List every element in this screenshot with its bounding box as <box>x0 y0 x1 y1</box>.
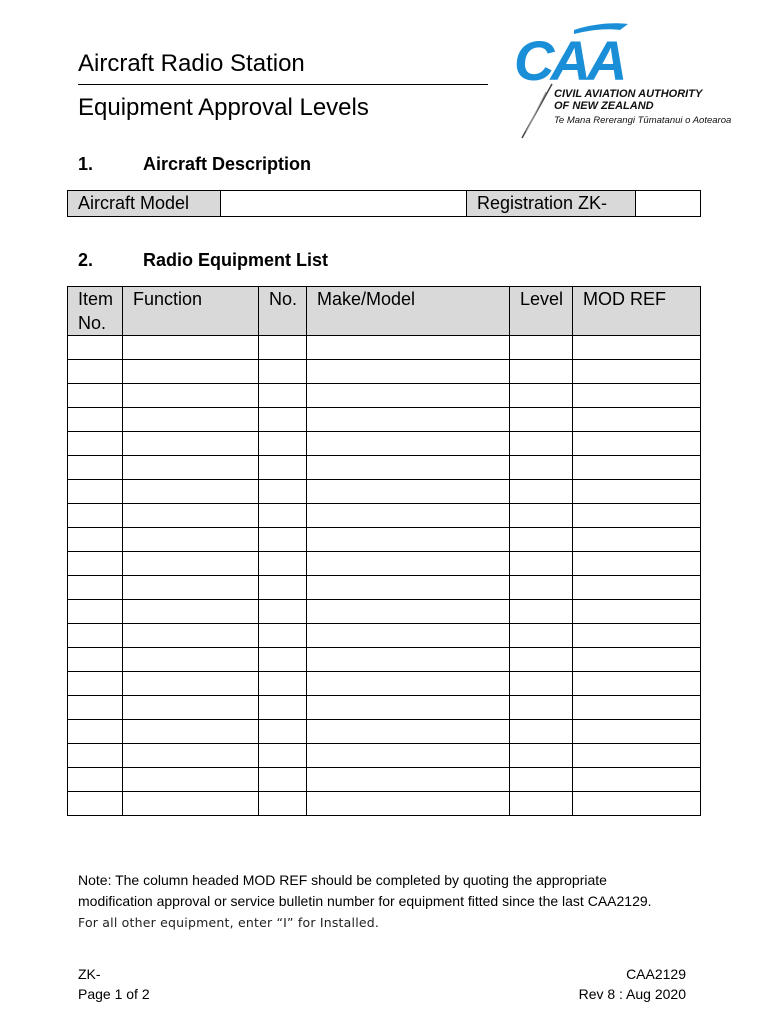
section1-title: Aircraft Description <box>143 154 312 174</box>
table-row <box>68 480 701 504</box>
cell-make-model[interactable] <box>307 600 510 624</box>
cell-item-no[interactable] <box>68 744 123 768</box>
table-row <box>68 600 701 624</box>
caa-logo-mark <box>512 20 632 90</box>
logo-org-line1: CIVIL AVIATION AUTHORITY <box>554 88 703 100</box>
cell-no[interactable] <box>259 528 307 552</box>
cell-no[interactable] <box>259 600 307 624</box>
cell-function[interactable] <box>123 456 259 480</box>
cell-level[interactable] <box>510 336 573 360</box>
cell-level[interactable] <box>510 768 573 792</box>
cell-mod-ref[interactable] <box>573 456 701 480</box>
cell-mod-ref[interactable] <box>573 552 701 576</box>
cell-item-no[interactable] <box>68 576 123 600</box>
cell-item-no[interactable] <box>68 480 123 504</box>
column-header-level: Level <box>510 287 573 336</box>
table-row <box>68 576 701 600</box>
table-row <box>68 456 701 480</box>
cell-no[interactable] <box>259 744 307 768</box>
cell-item-no[interactable] <box>68 552 123 576</box>
cell-item-no[interactable] <box>68 432 123 456</box>
section2-title: Radio Equipment List <box>143 250 329 270</box>
cell-no[interactable] <box>259 456 307 480</box>
cell-make-model[interactable] <box>307 792 510 816</box>
cell-no[interactable] <box>259 552 307 576</box>
cell-make-model[interactable] <box>307 336 510 360</box>
cell-level[interactable] <box>510 432 573 456</box>
cell-no[interactable] <box>259 408 307 432</box>
cell-level[interactable] <box>510 576 573 600</box>
cell-function[interactable] <box>123 384 259 408</box>
cell-level[interactable] <box>510 792 573 816</box>
note-block <box>78 870 718 933</box>
cell-level[interactable] <box>510 696 573 720</box>
cell-item-no[interactable] <box>68 768 123 792</box>
cell-item-no[interactable] <box>68 528 123 552</box>
column-header-item-no <box>68 287 123 336</box>
cell-mod-ref[interactable] <box>573 504 701 528</box>
table-row <box>68 552 701 576</box>
column-header-function: Function <box>123 287 259 336</box>
aircraft-description-table <box>67 190 701 217</box>
cell-function[interactable] <box>123 744 259 768</box>
footer-left <box>78 964 150 1004</box>
title-divider <box>78 84 488 85</box>
table-row <box>68 360 701 384</box>
cell-mod-ref[interactable] <box>573 600 701 624</box>
cell-function[interactable] <box>123 672 259 696</box>
cell-no[interactable] <box>259 504 307 528</box>
cell-make-model[interactable] <box>307 720 510 744</box>
cell-item-no[interactable] <box>68 408 123 432</box>
registration-label: Registration ZK- <box>467 191 636 217</box>
cell-mod-ref[interactable] <box>573 744 701 768</box>
cell-function[interactable] <box>123 552 259 576</box>
cell-function[interactable] <box>123 576 259 600</box>
cell-level[interactable] <box>510 552 573 576</box>
table-row <box>68 720 701 744</box>
cell-make-model[interactable] <box>307 384 510 408</box>
section2-heading <box>78 250 328 271</box>
cell-make-model[interactable] <box>307 744 510 768</box>
section2-number: 2. <box>78 250 94 270</box>
section1-number: 1. <box>78 154 94 174</box>
cell-level[interactable] <box>510 600 573 624</box>
caa-logo <box>512 20 732 130</box>
cell-function[interactable] <box>123 432 259 456</box>
table-row <box>68 624 701 648</box>
table-row <box>68 504 701 528</box>
cell-function[interactable] <box>123 792 259 816</box>
cell-item-no[interactable] <box>68 456 123 480</box>
cell-make-model[interactable] <box>307 672 510 696</box>
cell-function[interactable] <box>123 528 259 552</box>
footer-registration: ZK- <box>78 966 101 982</box>
cell-mod-ref[interactable] <box>573 624 701 648</box>
cell-function[interactable] <box>123 504 259 528</box>
table-row <box>68 792 701 816</box>
cell-item-no[interactable] <box>68 336 123 360</box>
cell-level[interactable] <box>510 480 573 504</box>
document-title-line1: Aircraft Radio Station <box>78 50 305 77</box>
cell-level[interactable] <box>510 624 573 648</box>
cell-no[interactable] <box>259 720 307 744</box>
document-title-line2: Equipment Approval Levels <box>78 94 369 121</box>
cell-make-model[interactable] <box>307 552 510 576</box>
cell-level[interactable] <box>510 408 573 432</box>
cell-item-no[interactable] <box>68 600 123 624</box>
cell-function[interactable] <box>123 600 259 624</box>
cell-no[interactable] <box>259 672 307 696</box>
cell-mod-ref[interactable] <box>573 480 701 504</box>
cell-mod-ref[interactable] <box>573 672 701 696</box>
cell-mod-ref[interactable] <box>573 768 701 792</box>
cell-make-model[interactable] <box>307 624 510 648</box>
cell-mod-ref[interactable] <box>573 432 701 456</box>
registration-field[interactable] <box>636 191 701 217</box>
column-header-no: No. <box>259 287 307 336</box>
table-row <box>68 384 701 408</box>
table-row <box>68 336 701 360</box>
cell-no[interactable] <box>259 768 307 792</box>
footer-right <box>579 964 686 1004</box>
cell-level[interactable] <box>510 528 573 552</box>
cell-level[interactable] <box>510 360 573 384</box>
cell-make-model[interactable] <box>307 360 510 384</box>
cell-make-model[interactable] <box>307 528 510 552</box>
cell-mod-ref[interactable] <box>573 648 701 672</box>
cell-function[interactable] <box>123 336 259 360</box>
cell-make-model[interactable] <box>307 480 510 504</box>
cell-function[interactable] <box>123 360 259 384</box>
table-row <box>68 528 701 552</box>
cell-item-no[interactable] <box>68 720 123 744</box>
cell-mod-ref[interactable] <box>573 360 701 384</box>
cell-mod-ref[interactable] <box>573 408 701 432</box>
cell-level[interactable] <box>510 384 573 408</box>
section1-heading <box>78 154 311 175</box>
cell-no[interactable] <box>259 336 307 360</box>
cell-no[interactable] <box>259 576 307 600</box>
cell-make-model[interactable] <box>307 504 510 528</box>
radio-equipment-table-body <box>68 287 701 816</box>
table-row <box>68 432 701 456</box>
cell-mod-ref[interactable] <box>573 696 701 720</box>
table-row <box>68 648 701 672</box>
cell-make-model[interactable] <box>307 576 510 600</box>
cell-item-no[interactable] <box>68 624 123 648</box>
cell-function[interactable] <box>123 480 259 504</box>
table-header-row <box>68 287 701 336</box>
footer-revision: Rev 8 : Aug 2020 <box>578 986 686 1002</box>
cell-function[interactable] <box>123 624 259 648</box>
cell-no[interactable] <box>259 624 307 648</box>
cell-level[interactable] <box>510 504 573 528</box>
cell-mod-ref[interactable] <box>573 576 701 600</box>
caa-logo-letters: CAA <box>514 29 624 90</box>
radio-equipment-table <box>67 286 701 816</box>
footer-page-number: Page 1 of 2 <box>78 986 150 1002</box>
cell-make-model[interactable] <box>307 768 510 792</box>
cell-level[interactable] <box>510 456 573 480</box>
column-header-make-model: Make/Model <box>307 287 510 336</box>
cell-item-no[interactable] <box>68 384 123 408</box>
cell-item-no[interactable] <box>68 696 123 720</box>
logo-maori-name: Te Mana Rererangi Tūmatanui o Aotearoa <box>554 115 732 126</box>
logo-accent-lines <box>516 82 556 142</box>
table-row <box>68 744 701 768</box>
column-header-item-no-line1: Item <box>78 289 114 309</box>
cell-mod-ref[interactable] <box>573 336 701 360</box>
cell-item-no[interactable] <box>68 504 123 528</box>
cell-mod-ref[interactable] <box>573 720 701 744</box>
cell-no[interactable] <box>259 792 307 816</box>
cell-item-no[interactable] <box>68 360 123 384</box>
logo-org-line2: OF NEW ZEALAND <box>554 100 654 112</box>
footer-form-code: CAA2129 <box>626 966 686 982</box>
cell-function[interactable] <box>123 648 259 672</box>
cell-make-model[interactable] <box>307 648 510 672</box>
cell-no[interactable] <box>259 384 307 408</box>
cell-level[interactable] <box>510 720 573 744</box>
aircraft-model-field[interactable] <box>221 191 467 217</box>
table-row <box>68 696 701 720</box>
cell-function[interactable] <box>123 768 259 792</box>
table-row <box>68 672 701 696</box>
cell-make-model[interactable] <box>307 456 510 480</box>
note-line1: Note: The column headed MOD REF should be completed by quoting the appropriate <box>78 872 607 888</box>
cell-no[interactable] <box>259 648 307 672</box>
cell-make-model[interactable] <box>307 432 510 456</box>
column-header-item-no-line2: No. <box>78 313 107 333</box>
cell-function[interactable] <box>123 720 259 744</box>
cell-no[interactable] <box>259 360 307 384</box>
cell-no[interactable] <box>259 480 307 504</box>
cell-no[interactable] <box>259 696 307 720</box>
cell-mod-ref[interactable] <box>573 792 701 816</box>
cell-level[interactable] <box>510 744 573 768</box>
cell-level[interactable] <box>510 672 573 696</box>
cell-item-no[interactable] <box>68 672 123 696</box>
cell-item-no[interactable] <box>68 648 123 672</box>
cell-item-no[interactable] <box>68 792 123 816</box>
table-row <box>68 768 701 792</box>
aircraft-model-label: Aircraft Model <box>68 191 221 217</box>
cell-function[interactable] <box>123 408 259 432</box>
cell-no[interactable] <box>259 432 307 456</box>
table-row <box>68 408 701 432</box>
note-line2: modification approval or service bulletin number for equipment fitted since the last CAA2129. <box>78 893 652 909</box>
cell-mod-ref[interactable] <box>573 384 701 408</box>
cell-function[interactable] <box>123 696 259 720</box>
cell-mod-ref[interactable] <box>573 528 701 552</box>
cell-make-model[interactable] <box>307 408 510 432</box>
cell-make-model[interactable] <box>307 696 510 720</box>
note-line3: For all other equipment, enter “I” for Installed. <box>78 915 380 930</box>
cell-level[interactable] <box>510 648 573 672</box>
column-header-mod-ref: MOD REF <box>573 287 701 336</box>
